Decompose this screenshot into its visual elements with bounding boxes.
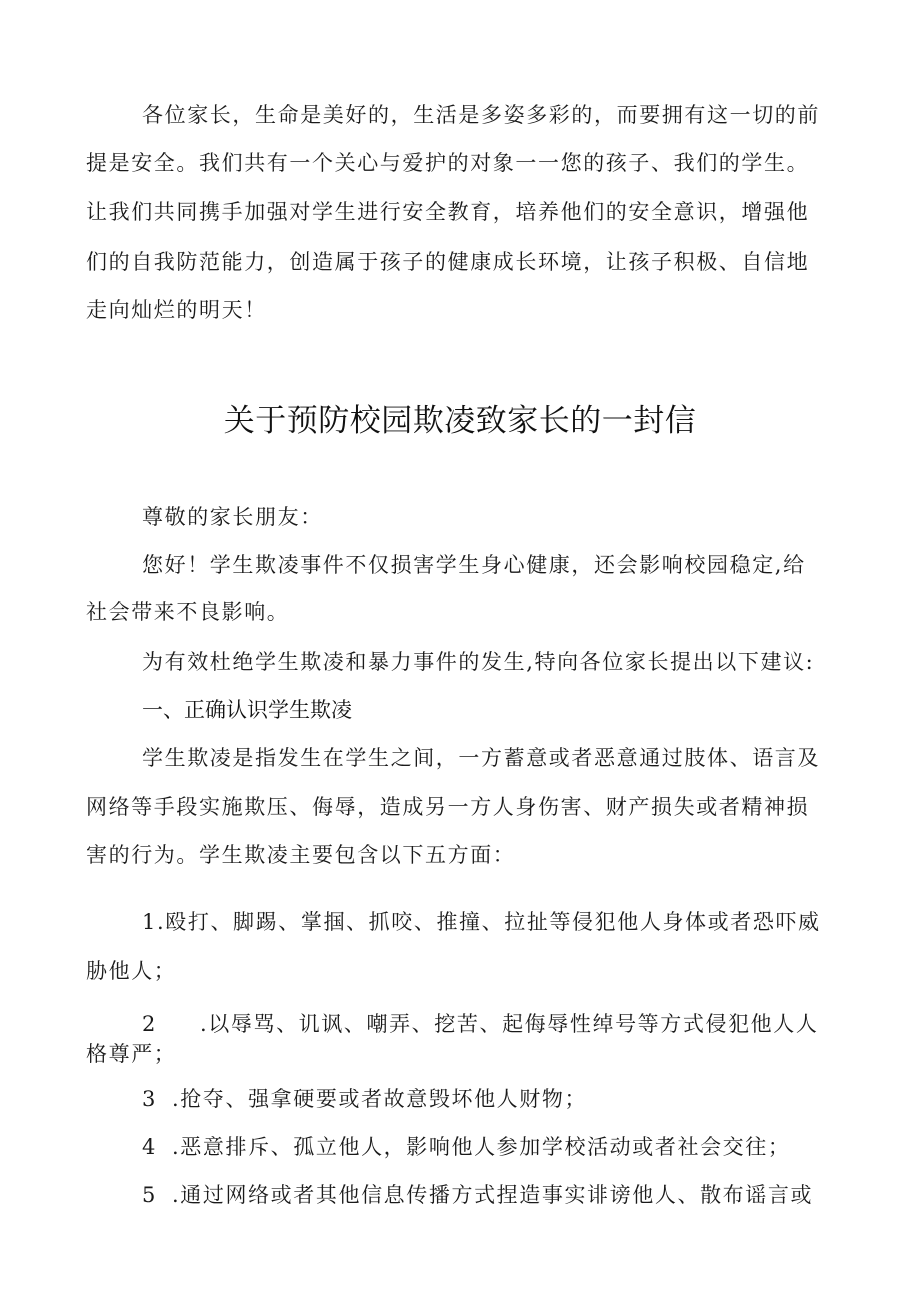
list-item-number: 2: [142, 1012, 157, 1036]
list-item: [142, 1180, 813, 1210]
list-item-text: 殴打、脚踢、掌掴、抓咬、推撞、拉扯等侵犯他人身体或者恐吓威: [165, 910, 821, 934]
list-item-number: 1.: [142, 910, 166, 934]
list-item-text: .通过网络或者其他信息传播方式捏造事实诽谤他人、散布谣言或: [172, 1183, 814, 1207]
definition-line-2: 网络等手段实施欺压、侮辱，造成另一方人身伤害、财产损失或者精神损: [86, 795, 810, 819]
list-item-continuation: 格尊严；: [86, 1042, 177, 1066]
list-item-number: 3: [142, 1087, 157, 1111]
definition-line-3: 害的行为。学生欺凌主要包含以下五方面：: [86, 843, 516, 867]
purpose-line: 为有效杜绝学生欺凌和暴力事件的发生,特向各位家长提出以下建议:: [142, 650, 815, 674]
salutation: 尊敬的家长朋友：: [142, 505, 323, 529]
intro-line-5: 走向灿烂的明天！: [86, 298, 267, 322]
list-item: [142, 907, 821, 937]
list-item: [142, 1009, 818, 1039]
greeting-line-2: 社会带来不良影响。: [86, 600, 290, 624]
list-item-number: 4: [142, 1135, 157, 1159]
section-heading: 一、正确认识学生欺凌: [142, 698, 352, 722]
greeting-line-1: 您好！学生欺凌事件不仅损害学生身心健康，还会影响校园稳定,给: [142, 553, 806, 577]
list-item-continuation: 胁他人；: [86, 959, 177, 983]
intro-line-4: 们的自我防范能力，创造属于孩子的健康成长环境，让孩子积极、自信地: [86, 250, 810, 274]
letter-title: 关于预防校园欺凌致家长的一封信: [223, 403, 697, 439]
intro-line-3: 让我们共同携手加强对学生进行安全教育，培养他们的安全意识，增强他: [86, 200, 810, 224]
intro-line-2: 提是安全。我们共有一个关心与爱护的对象一一您的孩子、我们的学生。: [86, 151, 810, 175]
list-item-text: .恶意排斥、孤立他人，影响他人参加学校活动或者社会交往；: [172, 1135, 791, 1159]
list-item: [142, 1084, 587, 1114]
intro-line-1: 各位家长，生命是美好的，生活是多姿多彩的，而要拥有这一切的前: [142, 103, 820, 127]
list-item: [142, 1132, 790, 1162]
list-item-number: 5: [142, 1183, 157, 1207]
list-item-text: .以辱骂、讥讽、嘲弄、挖苦、起侮辱性绰号等方式侵犯他人人: [200, 1012, 819, 1036]
list-item-text: .抢夺、强拿硬要或者故意毁坏他人财物；: [172, 1087, 588, 1111]
definition-line-1: 学生欺凌是指发生在学生之间，一方蓄意或者恶意通过肢体、语言及: [142, 746, 820, 770]
